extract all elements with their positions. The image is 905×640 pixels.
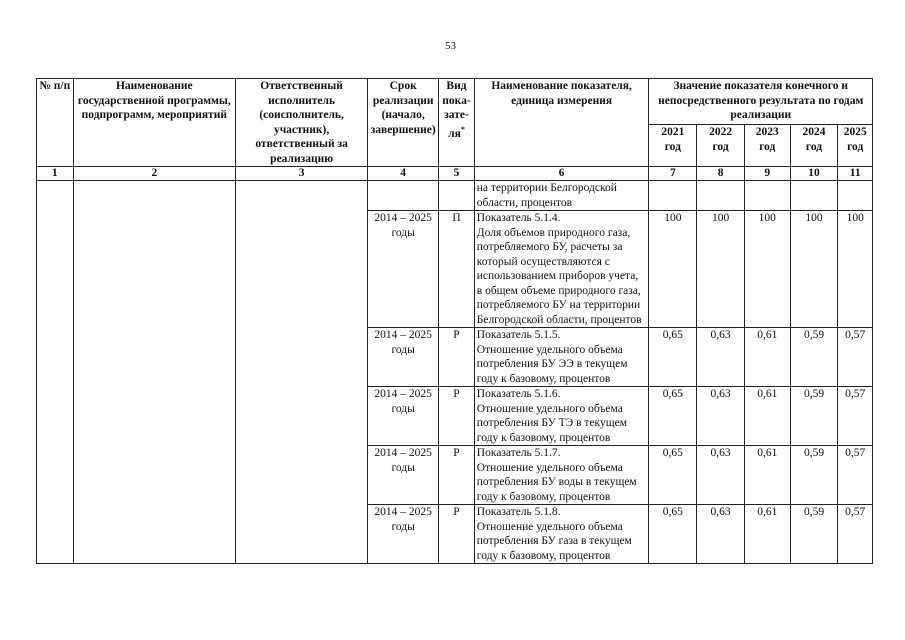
indicator-cell [474, 211, 649, 328]
header-year [838, 125, 873, 167]
column-number: 5 [439, 167, 475, 181]
header-year-unit: год [759, 140, 776, 153]
value-cell: 100 [697, 211, 745, 328]
value-cell: 0,61 [744, 387, 790, 446]
cell-empty [697, 181, 745, 211]
period-cell: 2014 – 2025 годы [368, 505, 439, 564]
value-cell: 0,63 [697, 505, 745, 564]
indicator-type-cell: П [439, 211, 475, 328]
indicator-line: Отношение удельного объема потребления БУ газа в текущем году к базовому, процентов [476, 520, 632, 562]
header-year-unit: год [664, 140, 681, 153]
continuation-row [37, 181, 873, 211]
header-year-unit: год [712, 140, 729, 153]
indicator-line: Показатель 5.1.8. [476, 506, 561, 518]
header-year [649, 125, 697, 167]
column-number: 9 [744, 167, 790, 181]
indicator-type-cell: Р [439, 328, 475, 387]
period-cell: 2014 – 2025 годы [368, 211, 439, 328]
header-program-name: Наименование государственной программы, подпрограмм, мероприятий [73, 79, 236, 167]
indicator-cell [474, 387, 649, 446]
indicator-line: Показатель 5.1.7. [476, 447, 561, 459]
column-number: 1 [37, 167, 74, 181]
value-cell: 0,57 [838, 328, 873, 387]
column-number: 4 [368, 167, 439, 181]
indicator-line: Отношение удельного объема потребления БУ воды в текущем году к базовому, процентов [476, 461, 637, 503]
header-year-unit: год [847, 140, 864, 153]
indicator-line: Отношение удельного объема потребления БУ ЭЭ в текущем году к базовому, процентов [476, 343, 628, 385]
header-year [697, 125, 745, 167]
header-year-unit: год [805, 140, 823, 153]
indicator-cell [474, 446, 649, 505]
header-indicator-type [439, 79, 475, 167]
value-cell: 0,63 [697, 387, 745, 446]
continuation-text: на территории Белгородской области, процентов [474, 181, 649, 211]
cell-empty [744, 181, 790, 211]
header-year [790, 125, 838, 167]
header-year-value: 2022 [709, 126, 733, 139]
indicator-type-cell: Р [439, 387, 475, 446]
value-cell: 100 [838, 211, 873, 328]
column-number: 10 [790, 167, 838, 181]
value-cell: 100 [744, 211, 790, 328]
cell-empty [838, 181, 873, 211]
value-cell: 0,65 [649, 328, 697, 387]
value-cell: 0,61 [744, 505, 790, 564]
header-year [744, 125, 790, 167]
column-number: 3 [236, 167, 368, 181]
header-year-value: 2023 [755, 126, 779, 139]
column-number: 7 [649, 167, 697, 181]
header-indicator-name: Наименование показателя, единица измерения [474, 79, 649, 167]
header-number: № п/п [37, 79, 74, 167]
header-period: Срок реализации (начало, завершение) [368, 79, 439, 167]
value-cell: 0,61 [744, 446, 790, 505]
column-number: 2 [73, 167, 236, 181]
value-cell: 0,61 [744, 328, 790, 387]
header-executor: Ответственный исполнитель (соисполнитель, участник), ответственный за реализацию [236, 79, 368, 167]
value-cell: 0,65 [649, 505, 697, 564]
indicator-line: Показатель 5.1.5. [476, 329, 561, 341]
column-number: 11 [838, 167, 873, 181]
header-year-value: 2024 [802, 126, 826, 139]
header-year-value: 2025 [843, 126, 867, 139]
header-indicator-type-mark: * [460, 124, 465, 134]
period-cell: 2014 – 2025 годы [368, 328, 439, 387]
indicator-type-cell: Р [439, 446, 475, 505]
value-cell: 0,63 [697, 328, 745, 387]
cell-empty [439, 181, 475, 211]
header-indicator-type-label: Вид пока- зате- ля [442, 80, 471, 140]
period-cell: 2014 – 2025 годы [368, 387, 439, 446]
value-cell: 100 [790, 211, 838, 328]
cell-empty [37, 181, 74, 564]
column-number: 6 [474, 167, 649, 181]
indicator-cell [474, 505, 649, 564]
value-cell: 0,59 [790, 387, 838, 446]
header-year-value: 2021 [661, 126, 685, 139]
cell-empty [368, 181, 439, 211]
value-cell: 0,59 [790, 505, 838, 564]
value-cell: 0,57 [838, 387, 873, 446]
period-cell: 2014 – 2025 годы [368, 446, 439, 505]
indicator-cell [474, 328, 649, 387]
value-cell: 0,63 [697, 446, 745, 505]
cell-empty [649, 181, 697, 211]
cell-empty [236, 181, 368, 564]
value-cell: 0,65 [649, 387, 697, 446]
cell-empty [790, 181, 838, 211]
value-cell: 0,65 [649, 446, 697, 505]
indicator-type-cell: Р [439, 505, 475, 564]
indicator-line: Показатель 5.1.4. [476, 212, 561, 224]
value-cell: 0,57 [838, 505, 873, 564]
value-cell: 0,57 [838, 446, 873, 505]
page-number: 53 [445, 40, 456, 52]
indicator-line: Отношение удельного объема потребления БУ ТЭ в текущем году к базовому, процентов [476, 402, 627, 444]
indicator-line: Доля объемов природного газа, потребляемого БУ, расчеты за который осуществляются с использованием приборов учета, в общем объеме природного газа, потребляемого БУ на территории Белгородской области, процентов [476, 226, 642, 326]
indicator-line: Показатель 5.1.6. [476, 388, 561, 400]
column-number: 8 [697, 167, 745, 181]
value-cell: 100 [649, 211, 697, 328]
cell-empty [73, 181, 236, 564]
indicators-table [36, 78, 873, 564]
header-values-group: Значение показателя конечного и непосредственного результата по годам реализации [649, 79, 873, 125]
value-cell: 0,59 [790, 446, 838, 505]
value-cell: 0,59 [790, 328, 838, 387]
